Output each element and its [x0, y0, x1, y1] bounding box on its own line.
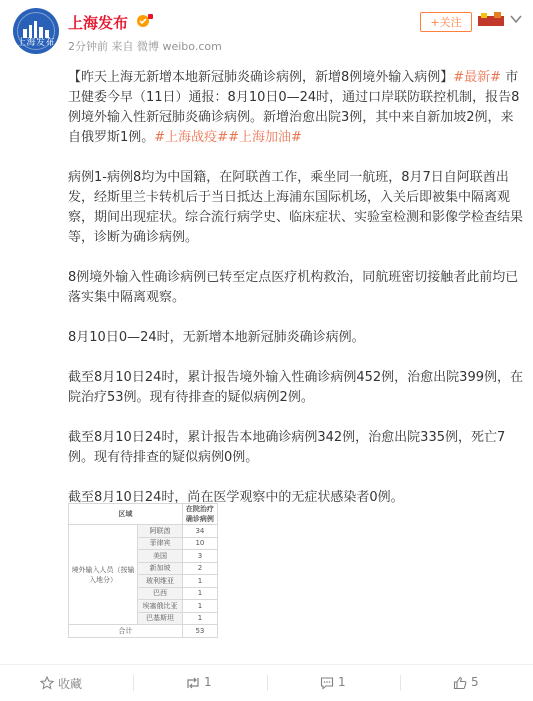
table-header: 区域 — [69, 504, 183, 525]
country-cell: 美国 — [138, 550, 183, 563]
country-cell: 玻利维亚 — [138, 575, 183, 588]
like-button[interactable] — [401, 665, 533, 701]
chevron-down-icon[interactable] — [510, 14, 522, 24]
topic-link[interactable]: #上海加油# — [228, 130, 302, 145]
verified-badge-icon — [136, 12, 154, 29]
like-count: 5 — [471, 675, 479, 689]
paragraph: 截至8月10日24时，尚在医学观察中的无症状感染者0例。 — [68, 490, 404, 505]
headline: 【昨天上海无新增本地新冠肺炎确诊病例，新增8例境外输入病例】 — [68, 70, 454, 85]
table-header: 在院治疗确诊病例 — [182, 504, 217, 525]
country-cell: 巴西 — [138, 587, 183, 600]
count-cell: 10 — [182, 537, 217, 550]
repost-count: 1 — [204, 675, 212, 689]
paragraph — [68, 68, 523, 148]
favorite-label: 收藏 — [58, 677, 83, 691]
comment-count: 1 — [338, 675, 346, 689]
thumbs-up-icon — [453, 676, 467, 690]
comment-icon — [320, 676, 334, 690]
country-cell: 阿联酋 — [138, 525, 183, 538]
country-cell: 新加坡 — [138, 562, 183, 575]
country-cell: 埃塞俄比亚 — [138, 600, 183, 613]
favorite-button[interactable] — [0, 665, 133, 701]
count-cell: 34 — [182, 525, 217, 538]
comment-button[interactable] — [268, 665, 401, 701]
total-value: 53 — [182, 625, 217, 638]
country-cell: 菲律宾 — [138, 537, 183, 550]
table-total-row — [69, 625, 218, 638]
event-banner-icon — [478, 10, 504, 30]
region-cell: 境外输入人员（按输入地分） — [69, 525, 138, 625]
country-cell: 巴基斯坦 — [138, 612, 183, 625]
count-cell: 1 — [182, 587, 217, 600]
topic-link[interactable]: #最新# — [453, 70, 502, 85]
follow-button[interactable]: +关注 — [420, 12, 472, 32]
count-cell: 1 — [182, 600, 217, 613]
star-icon — [40, 676, 54, 690]
paragraph: 截至8月10日24时，累计报告境外输入性确诊病例452例，治愈出院399例，在院治疗53例。现有待排查的疑似病例2例。 — [68, 370, 523, 405]
paragraph: 截至8月10日24时，累计报告本地确诊病例342例，治愈出院335例，死亡7例。现有待排查的疑似病例0例。 — [68, 430, 506, 465]
count-cell: 2 — [182, 562, 217, 575]
cases-table — [68, 503, 218, 638]
repost-icon — [186, 676, 200, 690]
avatar-text: 上海发布 — [16, 38, 55, 48]
count-cell: 3 — [182, 550, 217, 563]
paragraph: 病例1-病例8均为中国籍，在阿联酋工作，乘坐同一航班，8月7日自阿联酋出发，经斯里兰卡转机后于当日抵达上海浦东国际机场，入关后即被集中隔离观察，期间出现症状。综合流行病学史、临床症状、实验室检测和影像学检查结果等，诊断为确诊病例。 — [68, 170, 524, 245]
action-bar — [0, 664, 533, 701]
post-meta: 2分钟前 来自 微博 weibo.com — [68, 40, 222, 53]
post-body — [68, 68, 523, 528]
post-image[interactable] — [68, 503, 218, 656]
post-header — [0, 0, 533, 62]
topic-link[interactable]: #上海战疫# — [154, 130, 229, 145]
paragraph-text: 市卫健委今早（11日）通报：8月10日0—24时，通过口岸联防联控机制，报告8例境外输入性新冠肺炎确诊病例。新增治愈出院3例，其中来自新加坡2例，来自俄罗斯1例。 — [68, 70, 520, 145]
account-name[interactable]: 上海发布 — [68, 14, 129, 32]
table-row — [69, 525, 218, 538]
total-label: 合计 — [69, 625, 183, 638]
count-cell: 1 — [182, 575, 217, 588]
repost-button[interactable] — [134, 665, 267, 701]
avatar[interactable] — [13, 8, 59, 54]
paragraph: 8例境外输入性确诊病例已转至定点医疗机构救治，同航班密切接触者此前均已落实集中隔离观察。 — [68, 270, 519, 305]
count-cell: 1 — [182, 612, 217, 625]
paragraph: 8月10日0—24时，无新增本地新冠肺炎确诊病例。 — [68, 330, 365, 345]
